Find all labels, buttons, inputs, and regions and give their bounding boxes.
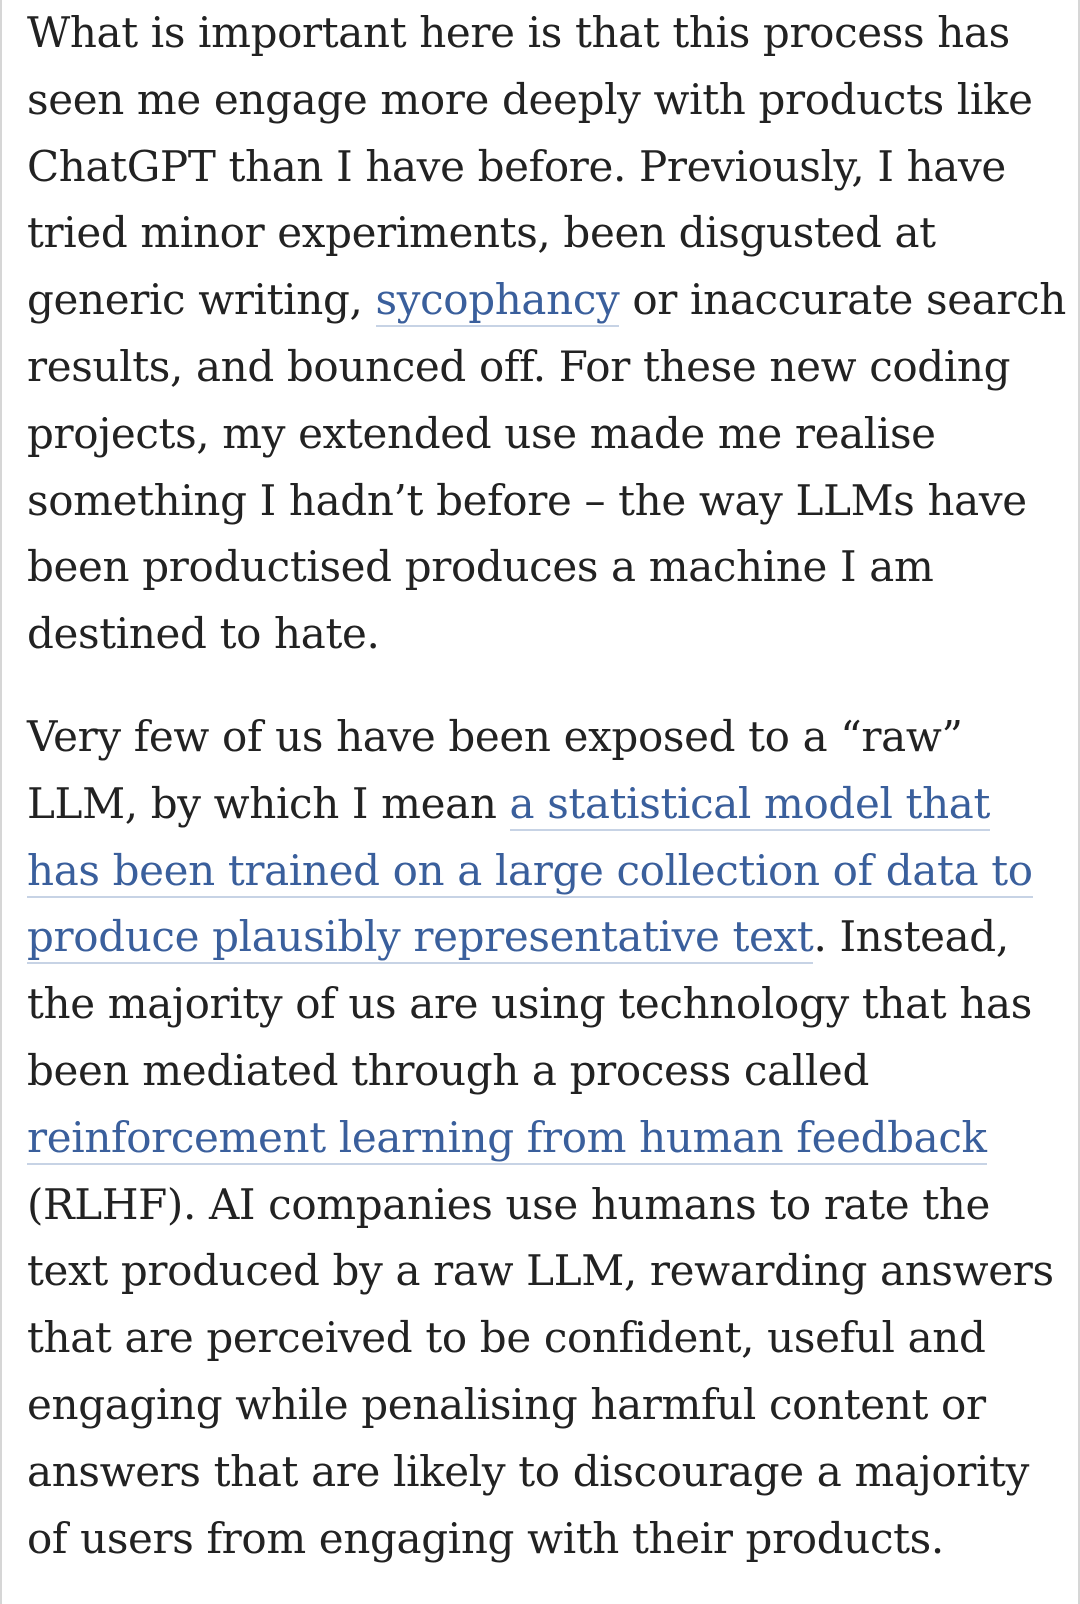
text-fragment: . Instead, xyxy=(813,912,1009,962)
text-line xyxy=(27,267,1067,334)
text-line: been productised produces a machine I am xyxy=(27,542,934,592)
text-fragment: or inaccurate search xyxy=(619,275,1067,325)
text-line: the majority of us are using technology that has xyxy=(27,979,1032,1029)
text-line: been mediated through a process called xyxy=(27,1045,869,1095)
text-line xyxy=(27,838,1067,905)
text-fragment: generic writing, xyxy=(27,275,376,325)
text-line: results, and bounced off. For these new coding xyxy=(27,341,1011,391)
text-line: projects, my extended use made me realise xyxy=(27,408,936,458)
statistical-model-link-part-3[interactable]: produce plausibly representative text xyxy=(27,912,813,964)
text-line: (RLHF). AI companies use humans to rate the xyxy=(27,1179,991,1229)
text-line xyxy=(27,1105,1067,1172)
rlhf-link[interactable]: reinforcement learning from human feedback xyxy=(27,1113,987,1165)
text-line: something I hadn’t before – the way LLMs have xyxy=(27,475,1027,525)
text-line xyxy=(27,904,1067,971)
text-line: destined to hate. xyxy=(27,609,380,659)
text-line: engaging while penalising harmful content or xyxy=(27,1379,986,1429)
text-line: text produced by a raw LLM, rewarding answers xyxy=(27,1246,1054,1296)
text-line: of users from engaging with their products. xyxy=(27,1513,944,1563)
text-line: seen me engage more deeply with products like xyxy=(27,74,1033,124)
statistical-model-link-part-1[interactable]: a statistical model that xyxy=(510,779,990,831)
sycophancy-link[interactable]: sycophancy xyxy=(376,275,620,327)
paragraph-chatgpt-experience xyxy=(27,0,1067,668)
text-line xyxy=(27,771,1067,838)
text-line: Very few of us have been exposed to a “raw” xyxy=(27,711,963,761)
text-line: ChatGPT than I have before. Previously, I have xyxy=(27,141,1006,191)
text-line: tried minor experiments, been disgusted at xyxy=(27,208,936,258)
text-line: that are perceived to be confident, useful and xyxy=(27,1313,986,1363)
paragraph-rlhf xyxy=(27,704,1067,1572)
text-line: answers that are likely to discourage a majority xyxy=(27,1446,1029,1496)
viewport-left-edge xyxy=(0,0,2,1604)
text-line: What is important here is that this process has xyxy=(27,8,1010,57)
article-body xyxy=(27,0,1067,1572)
statistical-model-link-part-2[interactable]: has been trained on a large collection of data to xyxy=(27,846,1033,898)
text-fragment: LLM, by which I mean xyxy=(27,778,510,828)
